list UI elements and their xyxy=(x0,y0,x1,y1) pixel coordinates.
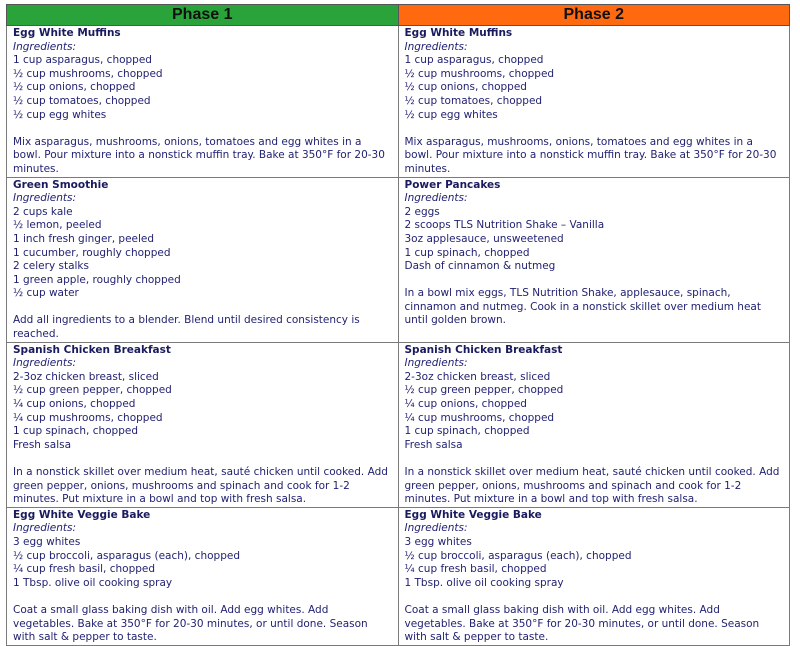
ingredient-item: Fresh salsa xyxy=(404,438,463,451)
ingredient-item: 3 egg whites xyxy=(13,535,81,548)
ingredients-label: Ingredients: xyxy=(13,522,77,535)
ingredient-item: ½ cup mushrooms, chopped xyxy=(13,67,163,80)
ingredient-item: 2 cups kale xyxy=(13,205,73,218)
ingredients-label: Ingredients: xyxy=(404,40,468,53)
ingredient-item: ½ cup tomatoes, chopped xyxy=(13,94,151,107)
spacer xyxy=(405,590,784,604)
spacer xyxy=(13,301,392,315)
ingredient-item: ¼ cup onions, chopped xyxy=(13,398,136,411)
ingredient-item: 2 scoops TLS Nutrition Shake – Vanilla xyxy=(404,219,605,232)
ingredient-item: ½ cup broccoli, asparagus (each), chopped xyxy=(404,549,632,562)
phase2-recipe-cell xyxy=(398,177,790,342)
ingredient-item: 1 inch fresh ginger, peeled xyxy=(13,232,155,245)
ingredient-item: ½ lemon, peeled xyxy=(13,219,102,232)
ingredient-item: 1 green apple, roughly chopped xyxy=(13,273,181,286)
ingredients-label: Ingredients: xyxy=(404,192,468,205)
ingredient-item: ½ cup broccoli, asparagus (each), chopped xyxy=(13,549,240,562)
ingredient-item: ¼ cup mushrooms, chopped xyxy=(13,411,163,424)
phase1-header: Phase 1 xyxy=(7,5,399,26)
ingredient-item: Fresh salsa xyxy=(13,438,72,451)
phase2-recipe-cell xyxy=(398,507,790,645)
recipe-instructions: In a nonstick skillet over medium heat, sauté chicken until cooked. Add green pepper, onions, mushrooms and spinach and cook for 1-2 minutes. Put mixture in a bowl and top with fresh salsa. xyxy=(13,466,388,506)
recipe-row xyxy=(7,507,790,645)
ingredient-item: 3 egg whites xyxy=(404,535,472,548)
ingredient-item: 1 cup spinach, chopped xyxy=(13,425,139,438)
ingredient-item: 2-3oz chicken breast, sliced xyxy=(404,370,551,383)
ingredient-item: 2 eggs xyxy=(404,205,440,218)
ingredients-label: Ingredients: xyxy=(404,522,468,535)
phase1-recipe-cell xyxy=(7,177,399,342)
phase1-recipe-cell xyxy=(7,507,399,645)
spacer xyxy=(405,274,784,288)
recipe-instructions: Mix asparagus, mushrooms, onions, tomatoes and egg whites in a bowl. Pour mixture into a nonstick muffin tray. Bake at 350°F for 20-30 minutes. xyxy=(13,135,385,175)
recipe-instructions: Add all ingredients to a blender. Blend until desired consistency is reached. xyxy=(13,314,360,341)
ingredients-label: Ingredients: xyxy=(13,192,77,205)
recipe-title: Egg White Muffins xyxy=(404,27,513,39)
ingredient-item: 1 cup asparagus, chopped xyxy=(404,54,544,67)
spacer xyxy=(13,452,392,466)
ingredient-item: Dash of cinnamon & nutmeg xyxy=(404,260,556,273)
recipe-row xyxy=(7,26,790,178)
phase1-recipe-cell xyxy=(7,26,399,178)
ingredient-item: ½ cup mushrooms, chopped xyxy=(404,67,555,80)
ingredient-item: ¼ cup fresh basil, chopped xyxy=(404,563,547,576)
ingredient-item: 2 celery stalks xyxy=(13,260,89,273)
recipe-body xyxy=(7,26,790,646)
ingredient-item: ¼ cup onions, chopped xyxy=(404,398,527,411)
phase2-recipe-cell xyxy=(398,342,790,507)
recipe-title: Spanish Chicken Breakfast xyxy=(13,343,171,356)
header-row xyxy=(7,5,790,26)
spacer xyxy=(13,122,392,136)
ingredient-item: 1 cup spinach, chopped xyxy=(404,246,530,259)
ingredient-item: 1 cup asparagus, chopped xyxy=(13,54,152,67)
ingredient-item: ½ cup water xyxy=(13,287,79,300)
recipe-title: Power Pancakes xyxy=(404,178,501,191)
recipe-table xyxy=(6,4,790,646)
recipe-row xyxy=(7,342,790,507)
spacer xyxy=(13,590,392,604)
recipe-title: Spanish Chicken Breakfast xyxy=(404,343,563,356)
ingredient-item: ¼ cup mushrooms, chopped xyxy=(404,411,555,424)
phase2-recipe-cell xyxy=(398,26,790,178)
ingredient-item: 1 Tbsp. olive oil cooking spray xyxy=(404,576,564,589)
ingredient-item: 3oz applesauce, unsweetened xyxy=(404,232,564,245)
ingredient-item: 1 cucumber, roughly chopped xyxy=(13,246,171,259)
spacer xyxy=(405,122,784,136)
ingredient-item: ½ cup green pepper, chopped xyxy=(404,384,564,397)
recipe-instructions: Coat a small glass baking dish with oil. Add egg whites. Add vegetables. Bake at 350°F for 20-30 minutes, or until done. Season with salt & pepper to taste. xyxy=(404,603,760,644)
ingredient-item: 2-3oz chicken breast, sliced xyxy=(13,370,159,383)
phase1-recipe-cell xyxy=(7,342,399,507)
ingredient-item: 1 Tbsp. olive oil cooking spray xyxy=(13,576,173,589)
recipe-instructions: In a bowl mix eggs, TLS Nutrition Shake, applesauce, spinach, cinnamon and nutmeg. Cook in a nonstick skillet over medium heat until golden brown. xyxy=(404,287,761,327)
ingredient-item: ¼ cup fresh basil, chopped xyxy=(13,563,156,576)
ingredient-item: ½ cup onions, chopped xyxy=(404,81,527,94)
phase2-header: Phase 2 xyxy=(398,5,790,26)
spacer xyxy=(405,452,784,466)
recipe-table-container xyxy=(6,4,790,646)
ingredient-item: ½ cup egg whites xyxy=(404,108,498,121)
ingredient-item: 1 cup spinach, chopped xyxy=(404,425,530,438)
ingredient-item: ½ cup green pepper, chopped xyxy=(13,384,172,397)
ingredients-label: Ingredients: xyxy=(13,40,77,53)
recipe-title: Egg White Veggie Bake xyxy=(404,508,542,521)
recipe-instructions: In a nonstick skillet over medium heat, sauté chicken until cooked. Add green pepper, onions, mushrooms and spinach and cook for 1-2 minutes. Put mixture in a bowl and top with fresh salsa. xyxy=(404,466,780,506)
recipe-title: Egg White Muffins xyxy=(13,27,121,39)
ingredients-label: Ingredients: xyxy=(13,357,77,370)
recipe-row xyxy=(7,177,790,342)
ingredient-item: ½ cup tomatoes, chopped xyxy=(404,94,543,107)
ingredients-label: Ingredients: xyxy=(404,357,468,370)
ingredient-item: ½ cup onions, chopped xyxy=(13,81,136,94)
recipe-title: Green Smoothie xyxy=(13,178,109,191)
recipe-instructions: Coat a small glass baking dish with oil. Add egg whites. Add vegetables. Bake at 350°F for 20-30 minutes, or until done. Season with salt & pepper to taste. xyxy=(13,603,368,644)
recipe-instructions: Mix asparagus, mushrooms, onions, tomatoes and egg whites in a bowl. Pour mixture into a nonstick muffin tray. Bake at 350°F for 20-30 minutes. xyxy=(404,135,777,175)
ingredient-item: ½ cup egg whites xyxy=(13,108,107,121)
recipe-title: Egg White Veggie Bake xyxy=(13,508,151,521)
